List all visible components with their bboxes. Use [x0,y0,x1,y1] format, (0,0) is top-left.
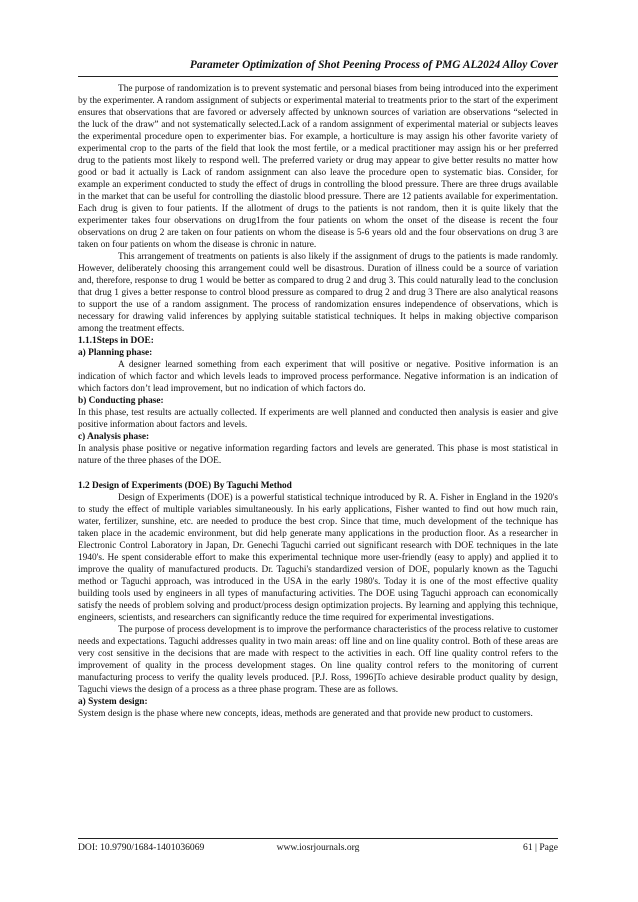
paragraph-arrangement: This arrangement of treatments on patients is also likely if the assignment of drugs to the patients is made randomly. However, deliberately choosing this arrangement could well be disastrous. Duration of illness could be a source of variation and, therefore, response to drug 1 would be better as compared to drug 2 and drug 3. This could naturally lead to the conclusion that drug 1 gives a better response to control blood pressure as compared to drug 2 and drug 3 There are also analytical reasons to support the use of a random assignment. The process of randomization ensures independence of observations, which is necessary for drawing valid inferences by applying suitable statistical techniques. It helps in making objective comparison among the treatment effects. [78,252,558,335]
paragraph-randomization: The purpose of randomization is to prevent systematic and personal biases from being introduced into the experiment by the experimenter. A random assignment of subjects or experimental material to treatments prior to the start of the experiment ensures that observations that are favored or adversely affected by unknown sources of variation are observations “selected in the luck of the draw” and not systematically selected.Lack of a random assignment of experimental material or subjects leaves the experimental procedure open to experimenter bias. For example, a horticulture is may assign his other favorite variety of experimental crop to the parts of the field that look the most fertile, or a medical practitioner may assign his or her preferred drug to the patients most likely to respond well. The preferred variety or drug may appear to give better results no matter how good or bad it actually is Lack of random assignment can also leave the procedure open to systematic bias. Consider, for example an experiment conducted to study the effect of drugs in controlling the blood pressure. There are three drugs available in the market that can be useful for controlling the diastolic blood pressure. There are 12 patients available for experimentation. Each drug is given to four patients. If the allotment of drugs to the patients is not random, then it is quite likely that the experimenter takes four observations on drug1from the four patients on whom the onset of the disease is recent the four observations on drug 2 are taken on four patients on whom the disease is 5-6 years old and the four observations on drug 3 are taken on four patients on whom the disease is chronic in nature. [78,84,558,251]
section-heading-taguchi: 1.2 Design of Experiments (DOE) By Taguchi Method [78,480,292,491]
paragraph-system-design: System design is the phase where new concepts, ideas, methods are generated and that provide new product to customers. [78,708,533,719]
section-gap [78,468,558,480]
page-number: 61 | Page [523,842,558,853]
page-footer [78,842,558,854]
paragraph-process-development: The purpose of process development is to improve the performance characteristics of the process relative to customer needs and expectations. Taguchi addresses quality in two main areas: off line and on line quality control. Both of these areas are very cost sensitive in the decisions that are made with respect to the activities in each. Off line quality control refers to the improvement of quality in the process development stages. On line quality control refers to the monitoring of current manufacturing process to verify the quality levels produced. [P.J. Ross, 1996]To achieve desirable product quality by design, Taguchi views the design of a process as a three phase program. These are as follows. [78,624,558,695]
subheading-analysis: c) Analysis phase: [78,432,150,443]
subheading-planning: a) Planning phase: [78,348,153,359]
paragraph-analysis: In analysis phase positive or negative information regarding factors and levels are generated. This phase is most statistical in nature of the three phases of the DOE. [78,444,558,467]
header-rule [78,76,558,77]
subheading-system-design: a) System design: [78,696,148,707]
footer-rule [78,838,558,839]
journal-website-link[interactable]: www.iosrjournals.org [276,842,360,853]
doi-text: DOI: 10.9790/1684-1401036069 [78,842,205,853]
paragraph-planning: A designer learned something from each experiment that will positive or negative. Positive information is an indication of which factor and which levels leads to improved process performance. Negative information is an indication of which factors don’t lead improvement, but no indication of which factors do. [78,360,558,395]
subheading-conducting: b) Conducting phase: [78,396,164,407]
paragraph-conducting: In this phase, test results are actually collected. If experiments are well planned and conducted then analysis is easier and give positive information about factors and levels. [78,408,558,431]
article-body [78,83,558,720]
running-title: Parameter Optimization of Shot Peening Process of PMG AL2024 Alloy Cover [189,59,558,71]
paragraph-taguchi-history: Design of Experiments (DOE) is a powerful statistical technique introduced by R. A. Fisher in England in the 1920's to study the effect of multiple variables simultaneously. In his early applications, Fisher wanted to find out how much rain, water, fertilizer, sunshine, etc. are needed to produce the best crop. Since that time, much development of the technique has taken place in the academic environment, but did help generate many applications in the production floor. As a researcher in Electronic Control Laboratory in Japan, Dr. Genechi Taguchi carried out significant research with DOE techniques in the late 1940's. He spent considerable effort to make this experimental technique more user-friendly (easy to apply) and applied it to improve the quality of manufactured products. Dr. Taguchi's standardized version of DOE, popularly known as the Taguchi method or Taguchi approach, was introduced in the USA in the early 1980's. Today it is one of the most effective quality building tools used by engineers in all types of manufacturing activities. The DOE using Taguchi approach can economically satisfy the needs of problem solving and product/process design optimization projects. By learning and applying this technique, engineers, scientists, and researchers can significantly reduce the time required for experimental investigations. [78,492,558,623]
section-heading-steps: 1.1.1Steps in DOE: [78,336,154,347]
